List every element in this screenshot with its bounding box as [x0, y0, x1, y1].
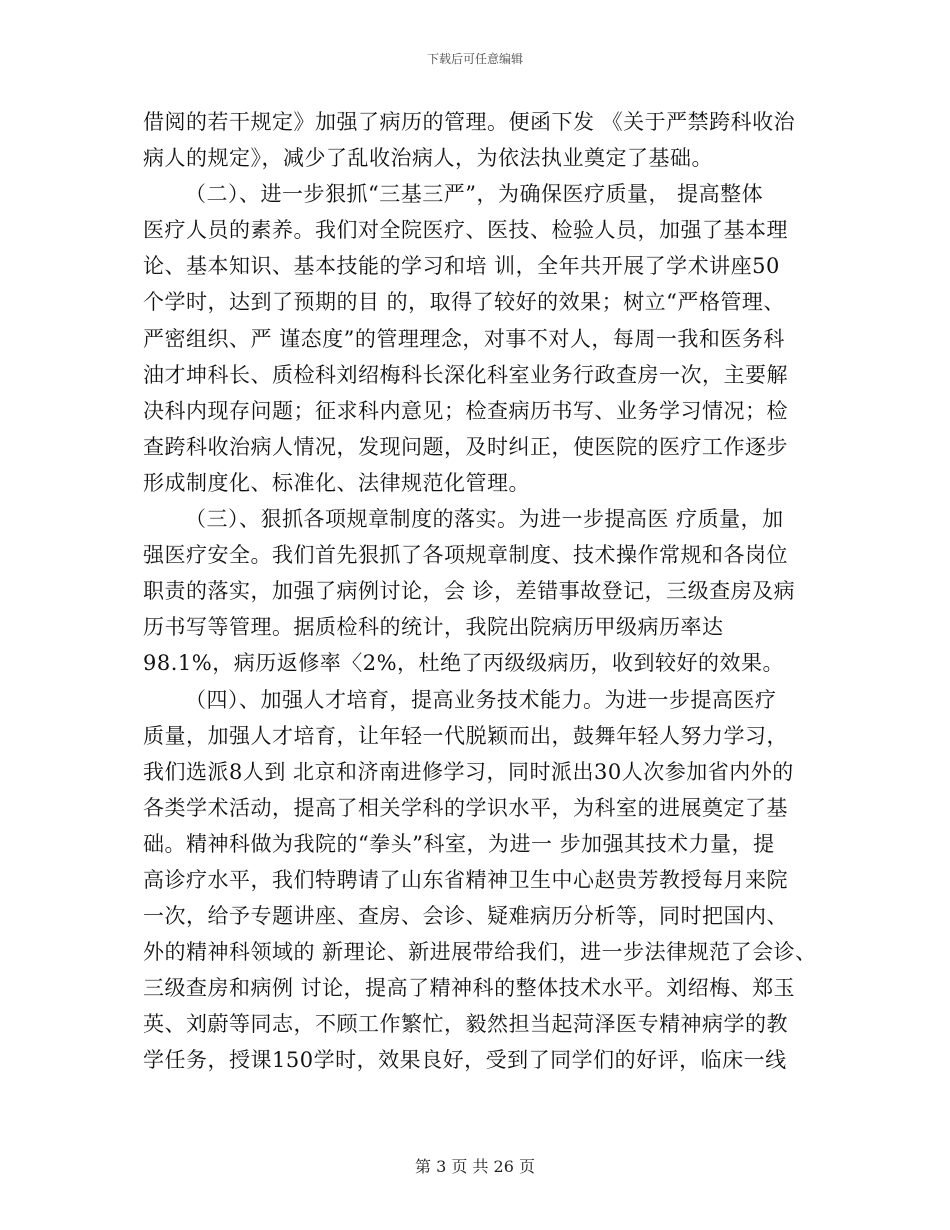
text-line: 查跨科收治病人情况，发现问题，及时纠正，使医院的医疗工作逐步 — [143, 434, 788, 459]
text-line: （二）、进一步狠抓“三基三严”，为确保医疗质量， 提高整体 — [185, 182, 764, 207]
text-line: 职责的落实，加强了病例讨论，会 诊，差错事故登记，三级查房及病 — [143, 579, 796, 604]
page-footer: 第 3 页 共 26 页 — [415, 1157, 535, 1176]
text-line: 严密组织、严 谨态度”的管理理念，对事不对人，每周一我和医务科 — [143, 326, 785, 351]
text-line: 英、刘蔚等同志，不顾工作繁忙，毅然担当起菏泽医专精神病学的教 — [143, 1012, 788, 1037]
text-line: 我们选派8人到 北京和济南进修学习，同时派出30人次参加省内外的 — [143, 759, 794, 784]
text-line: 历书写等管理。据质检科的统计，我院出院病历甲级病历率达 — [143, 615, 724, 640]
text-line: 外的精神科领域的 新理论、新进展带给我们，进一步法律规范了会诊、 — [143, 940, 817, 965]
text-line: 质量，加强人才培育，让年轻一代脱颖而出，鼓舞年轻人努力学习， — [143, 723, 788, 748]
text-line: 强医疗安全。我们首先狠抓了各项规章制度、技术操作常规和各岗位 — [143, 543, 788, 568]
text-line: 医疗人员的素养。我们对全院医疗、医技、检验人员，加强了基本理 — [143, 218, 788, 243]
text-line: 各类学术活动，提高了相关学科的学识水平，为科室的进展奠定了基 — [143, 795, 788, 820]
body-text — [143, 104, 817, 1079]
text-line: 形成制度化、标准化、法律规范化管理。 — [143, 470, 530, 495]
text-line: 学任务，授课150学时，效果良好，受到了同学们的好评，临床一线 — [143, 1048, 787, 1073]
text-line: （四）、加强人才培育，提高业务技术能力。为进一步提高医疗 — [185, 687, 777, 712]
text-line: 98.1%，病历返修率〈2%，杜绝了丙级级病历，收到较好的效果。 — [143, 651, 785, 676]
text-line: （三）、狠抓各项规章制度的落实。为进一步提高医 疗质量，加 — [185, 507, 784, 532]
page-header: 下载后可任意编辑 — [426, 52, 523, 66]
text-line: 个学时，达到了预期的目 的，取得了较好的效果；树立“严格管理、 — [143, 290, 785, 315]
text-line: 油才坤科长、质检科刘绍梅科长深化科室业务行政查房一次，主要解 — [143, 362, 788, 387]
text-line: 论、基本知识、基本技能的学习和培 训，全年共开展了学术讲座50 — [143, 254, 780, 279]
text-line: 一次，给予专题讲座、查房、会诊、疑难病历分析等，同时把国内、 — [143, 904, 788, 929]
text-line: 高诊疗水平，我们特聘请了山东省精神卫生中心赵贵芳教授每月来院 — [143, 867, 788, 892]
text-line: 础。精神科做为我院的“拳头”科室，为进一 步加强其技术力量，提 — [143, 831, 775, 856]
text-line: 借阅的若干规定》加强了病历的管理。便函下发 《关于严禁跨科收治 — [143, 110, 796, 134]
text-line: 决科内现存问题；征求科内意见；检查病历书写、业务学习情况；检 — [143, 398, 788, 423]
text-line: 三级查房和病例 讨论，提高了精神科的整体技术水平。刘绍梅、郑玉 — [143, 976, 796, 1001]
text-line: 病人的规定》，减少了乱收治病人，为依法执业奠定了基础。 — [143, 146, 713, 171]
